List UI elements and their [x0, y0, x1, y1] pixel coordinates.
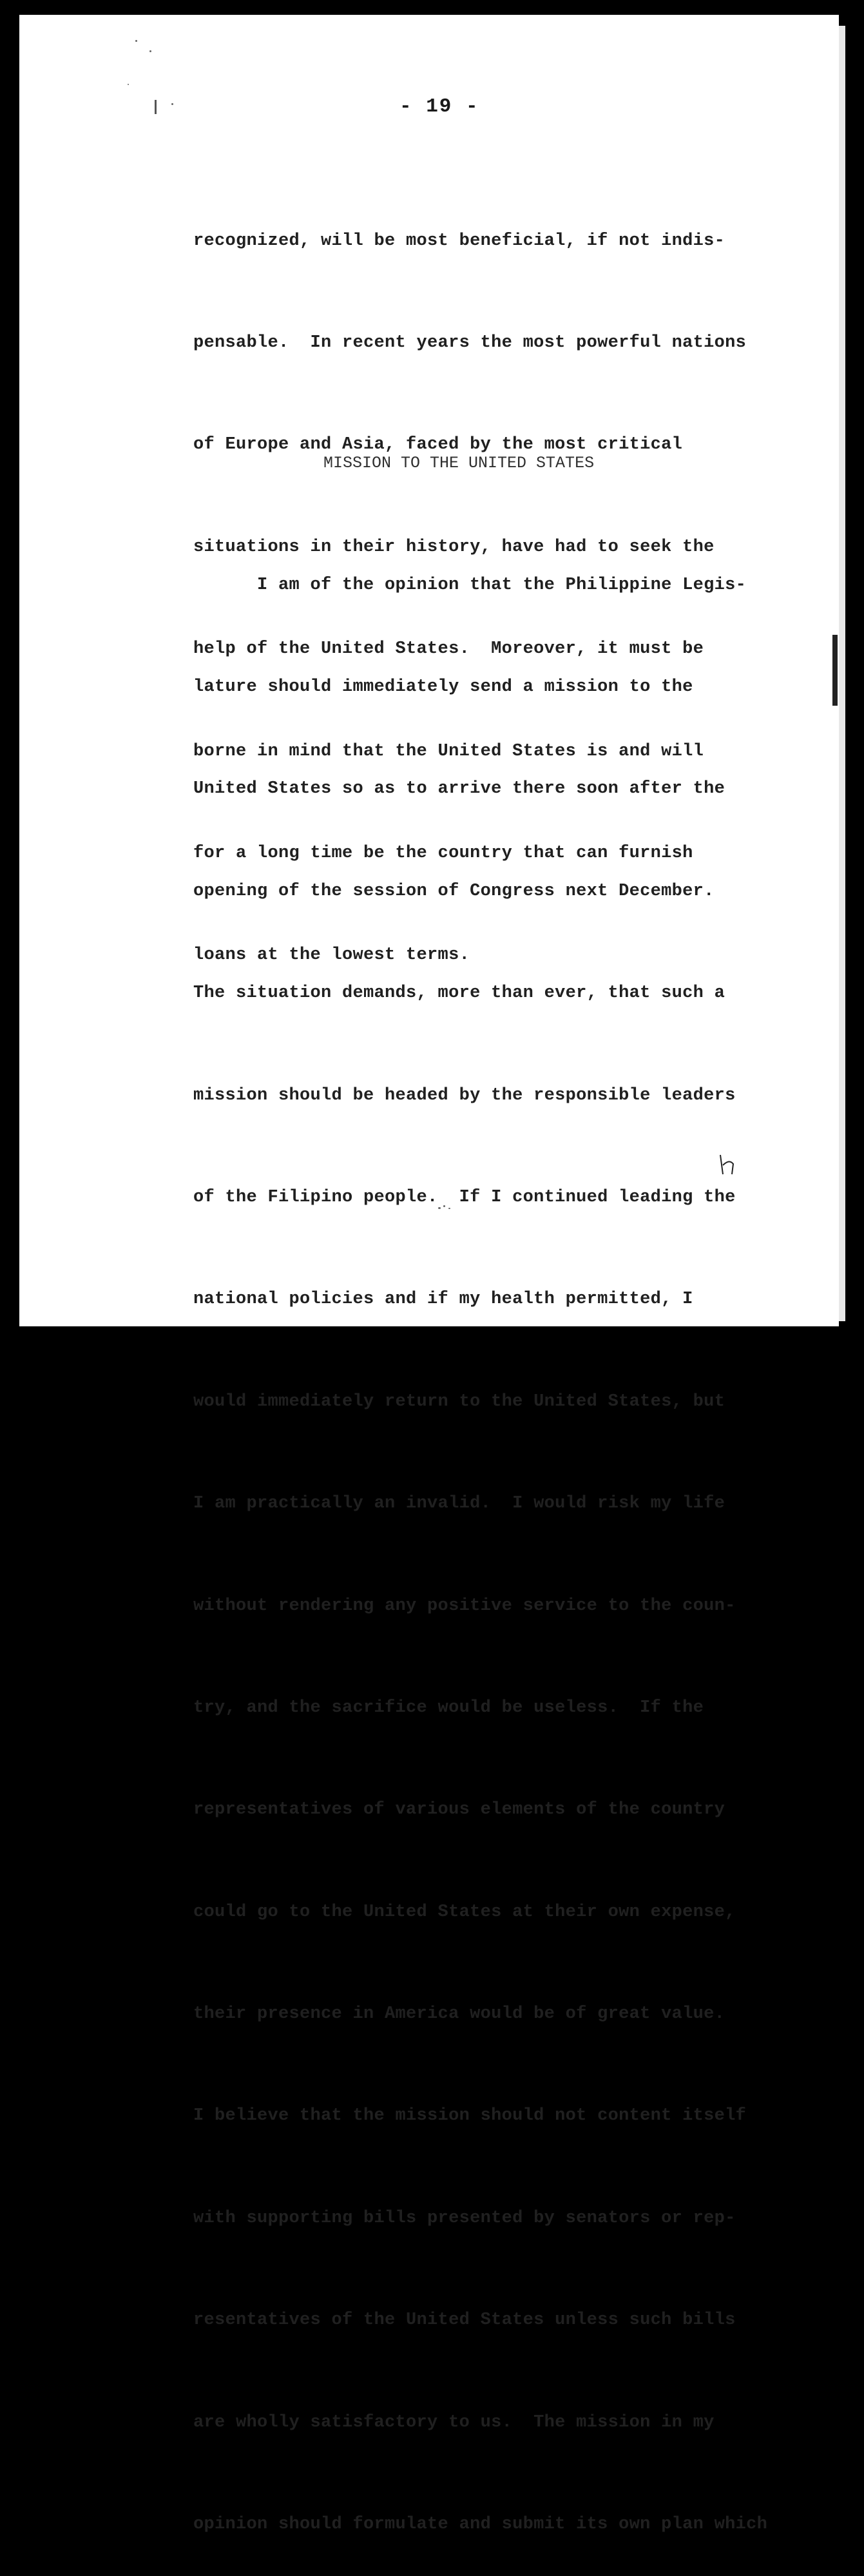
text-line: borne in mind that the United States is and will — [193, 741, 704, 761]
text-line: of Europe and Asia, faced by the most critical — [193, 435, 683, 455]
text-line: would immediately return to the United States, but — [193, 1391, 725, 1411]
margin-mark — [155, 100, 157, 114]
text-line: opening of the session of Congress next December. — [193, 881, 715, 901]
text-line: without rendering any positive service to the coun- — [193, 1596, 736, 1616]
text-line: United States so as to arrive there soon after the — [193, 779, 725, 799]
text-line: their presence in America would be of great value. — [193, 2004, 725, 2024]
text-line: loans at the lowest terms. — [193, 945, 470, 965]
scan-speck — [149, 50, 151, 52]
text-line: pensable. In recent years the most powerful nations — [193, 333, 747, 353]
text-line: are wholly satisfactory to us. The mission in my — [193, 2412, 715, 2432]
text-line: recognized, will be most beneficial, if not indis- — [193, 231, 725, 251]
scan-speck — [128, 84, 129, 85]
text-line: The situation demands, more than ever, that such a — [193, 983, 725, 1003]
text-line: with supporting bills presented by senators or rep- — [193, 2208, 736, 2228]
text-line: try, and the sacrifice would be useless. If the — [193, 1698, 704, 1718]
paragraph-2 — [193, 500, 767, 2576]
text-line: representatives of various elements of the country — [193, 1800, 725, 1820]
text-line: I am of the opinion that the Philippine Legis- — [193, 575, 747, 595]
text-line: I am practically an invalid. I would risk my life — [193, 1494, 725, 1514]
page-edge-shadow — [832, 635, 838, 706]
text-line: mission should be headed by the responsible leaders — [193, 1085, 736, 1105]
section-heading: MISSION TO THE UNITED STATES — [323, 454, 595, 472]
text-line: resentatives of the United States unless such bills — [193, 2310, 736, 2330]
text-line: could go to the United States at their own expense, — [193, 1902, 736, 1922]
text-line: of the Filipino people. If I continued leading the — [193, 1187, 736, 1207]
scan-speck — [171, 103, 173, 105]
text-line: lature should immediately send a mission to the — [193, 677, 693, 697]
page-edge — [839, 26, 845, 1321]
handwritten-correction-mark — [716, 1152, 742, 1178]
text-line: situations in their history, have had to seek the — [193, 537, 715, 557]
text-line: national policies and if my health permitted, I — [193, 1290, 693, 1310]
text-line: I believe that the mission should not content itself — [193, 2106, 747, 2126]
text-line: opinion should formulate and submit its own plan which — [193, 2515, 768, 2535]
text-line: help of the United States. Moreover, it must be — [193, 639, 704, 659]
text-line: for a long time be the country that can furnish — [193, 843, 693, 863]
page-number: - 19 - — [399, 95, 479, 118]
scan-speck — [135, 40, 137, 42]
